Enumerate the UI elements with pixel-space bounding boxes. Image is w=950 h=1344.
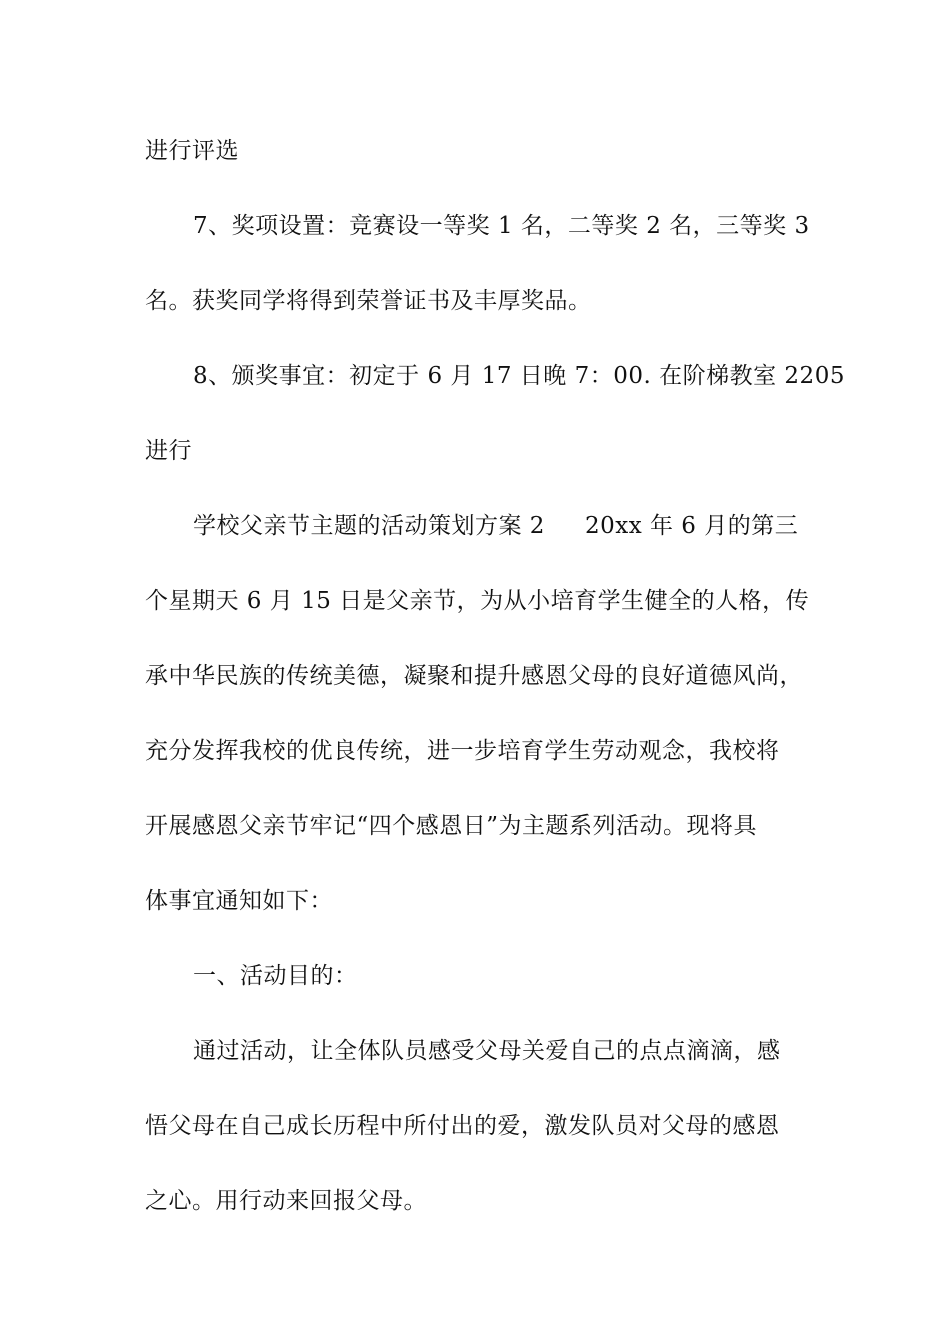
section-heading: 一、活动目的： (193, 963, 358, 989)
paragraph-line: 充分发挥我校的优良传统，进一步培育学生劳动观念，我校将 (145, 738, 780, 764)
plan-intro-start: 20xx 年 6 月的第三 (584, 513, 799, 539)
award-ceremony-line: 8、颁奖事宜：初定于 6 月 17 日晚 7：00. 在阶梯教室 2205 (193, 363, 845, 389)
paragraph-line: 体事宜通知如下： (145, 888, 333, 914)
paragraph-line: 承中华民族的传统美德，凝聚和提升感恩父母的良好道德风尚， (145, 663, 803, 689)
award-settings-line: 7、奖项设置：竞赛设一等奖 1 名，二等奖 2 名，三等奖 3 (193, 213, 810, 239)
paragraph-line: 悟父母在自己成长历程中所付出的爱，激发队员对父母的感恩 (145, 1113, 780, 1139)
paragraph-line: 个星期天 6 月 15 日是父亲节，为从小培育学生健全的人格，传 (145, 588, 810, 614)
plan-title-line (193, 511, 798, 541)
paragraph-line: 进行 (145, 438, 192, 464)
paragraph-line: 名。获奖同学将得到荣誉证书及丰厚奖品。 (145, 288, 592, 314)
paragraph-line: 之心。用行动来回报父母。 (145, 1188, 427, 1214)
plan-title: 学校父亲节主题的活动策划方案 2 (193, 513, 545, 539)
paragraph-line: 通过活动，让全体队员感受父母关爱自己的点点滴滴，感 (193, 1038, 781, 1064)
paragraph-line: 开展感恩父亲节牢记“四个感恩日”为主题系列活动。现将具 (145, 813, 758, 839)
paragraph-line: 进行评选 (145, 138, 239, 164)
